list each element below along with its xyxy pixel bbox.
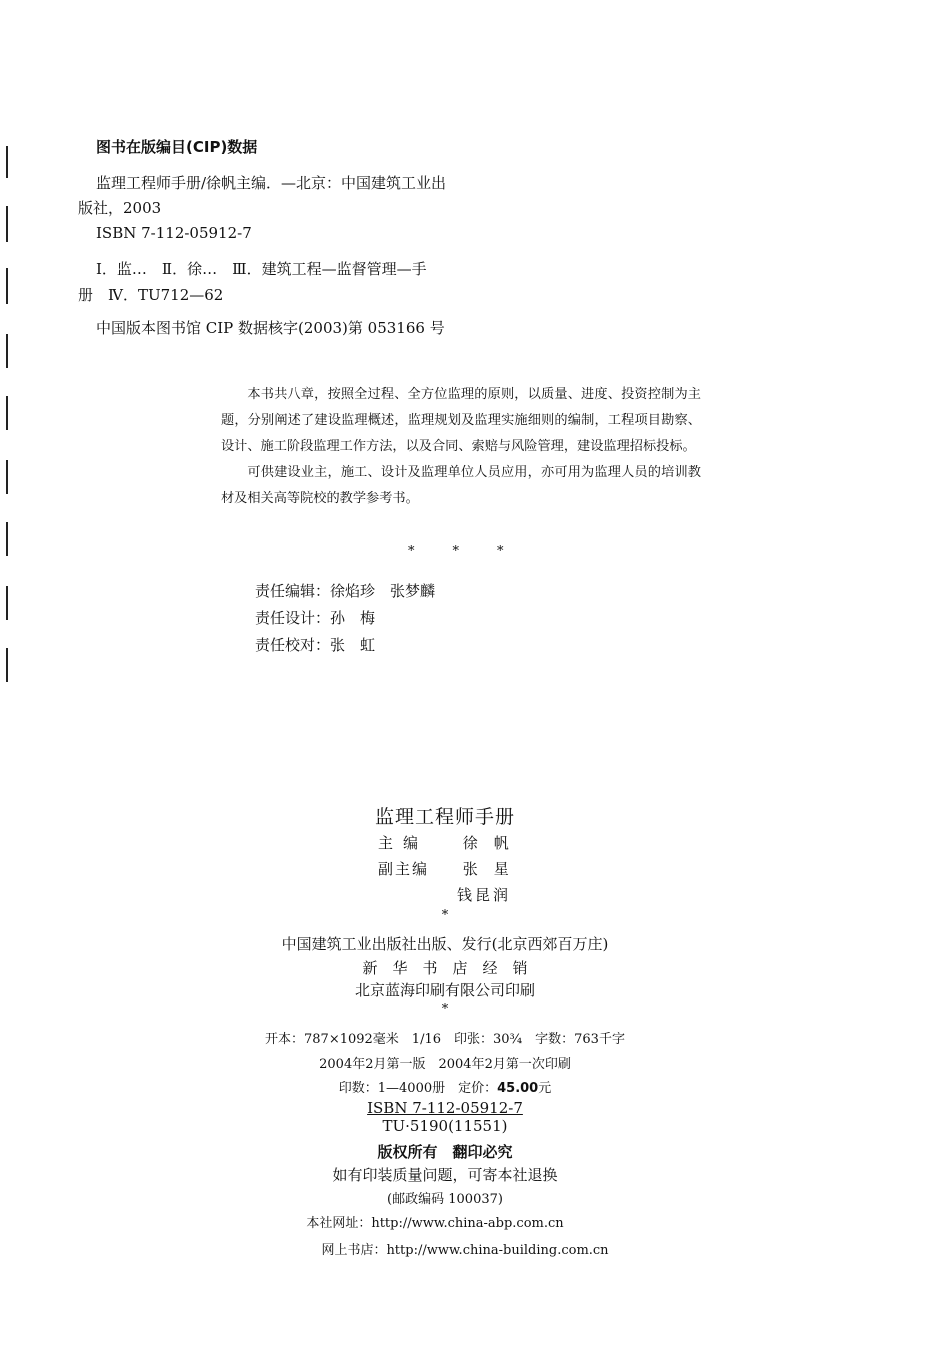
deputy-editor-name: 张星 bbox=[462, 860, 525, 878]
cip-title: 图书在版编目(CIP)数据 bbox=[96, 138, 258, 156]
chief-editor-label: 主编 bbox=[378, 834, 429, 852]
print-run: 印数：1—4000册 定价： bbox=[338, 1081, 498, 1096]
colophon-isbn: ISBN 7-112-05912-7 bbox=[367, 1099, 523, 1117]
deputy-editor-name: 钱昆润 bbox=[457, 886, 512, 904]
designer-line: 责任设计：孙 梅 bbox=[255, 609, 376, 627]
printer-line: 北京蓝海印刷有限公司印刷 bbox=[354, 981, 535, 999]
publisher-line: 中国建筑工业出版社出版、发行(北京西郊百万庄) bbox=[281, 935, 609, 953]
edge-mark bbox=[6, 586, 8, 620]
edge-mark bbox=[6, 396, 8, 430]
print-run-price bbox=[0, 1077, 890, 1096]
cip-line: 版社，2003 bbox=[78, 199, 162, 217]
deputy-editor-row bbox=[378, 858, 525, 879]
price-value: 45.00 bbox=[497, 1081, 539, 1096]
edge-mark bbox=[6, 268, 8, 304]
cip-isbn: ISBN 7-112-05912-7 bbox=[96, 224, 252, 242]
separator-stars: *** bbox=[408, 544, 542, 559]
deputy-editor-row bbox=[457, 884, 511, 905]
edition-info: 2004年2月第一版 2004年2月第一次印刷 bbox=[319, 1057, 571, 1072]
proofreader-line: 责任校对：张 虹 bbox=[255, 636, 376, 654]
summary-paragraph: 可供建设业主，施工、设计及监理单位人员应用，亦可用为监理人员的培训教材及相关高等院校的教学参考书。 bbox=[221, 465, 701, 506]
summary-paragraph: 本书共八章，按照全过程、全方位监理的原则，以质量、进度、投资控制为主题，分别阐述了建设监理概述，监理规划及监理实施细则的编制，工程项目勘察、设计、施工阶段监理工作方法，以及合同、索赔与风险管理，建设监理招标投标。 bbox=[221, 387, 701, 454]
postcode: (邮政编码 100037) bbox=[387, 1192, 503, 1207]
cip-line: Ⅰ．监… Ⅱ．徐… Ⅲ．建筑工程—监督管理—手 bbox=[96, 260, 427, 278]
classification-code: TU·5190(11551) bbox=[382, 1117, 508, 1135]
price-unit: 元 bbox=[538, 1081, 552, 1096]
book-title: 监理工程师手册 bbox=[374, 806, 515, 828]
cip-line: 册 Ⅳ．TU712—62 bbox=[78, 286, 224, 304]
summary bbox=[221, 382, 701, 512]
separator-star: * bbox=[441, 1002, 449, 1017]
deputy-editor-label: 副主编 bbox=[378, 860, 430, 878]
editor-line: 责任编辑：徐焰珍 张梦麟 bbox=[255, 582, 436, 600]
edge-mark bbox=[6, 522, 8, 556]
online-bookstore: 网上书店：http://www.china-building.com.cn bbox=[321, 1243, 609, 1258]
edge-mark bbox=[6, 146, 8, 178]
chief-editor-name: 徐帆 bbox=[462, 834, 525, 852]
cip-line: 监理工程师手册/徐帆主编．—北京：中国建筑工业出 bbox=[96, 174, 447, 192]
chief-editor-row bbox=[378, 832, 525, 853]
copyright-notice: 版权所有 翻印必究 bbox=[377, 1143, 513, 1161]
edge-mark bbox=[6, 206, 8, 242]
distributor-line: 新 华 书 店 经 销 bbox=[362, 959, 528, 977]
cip-line: 中国版本图书馆 CIP 数据核字(2003)第 053166 号 bbox=[96, 319, 445, 337]
edge-mark bbox=[6, 648, 8, 682]
edge-mark bbox=[6, 460, 8, 494]
separator-star: * bbox=[441, 908, 449, 923]
return-note: 如有印装质量问题，可寄本社退换 bbox=[332, 1166, 558, 1184]
edge-mark bbox=[6, 334, 8, 368]
publisher-website: 本社网址：http://www.china-abp.com.cn bbox=[306, 1216, 564, 1231]
format-specs: 开本：787×1092毫米 1/16 印张：30¾ 字数：763千字 bbox=[265, 1032, 625, 1047]
